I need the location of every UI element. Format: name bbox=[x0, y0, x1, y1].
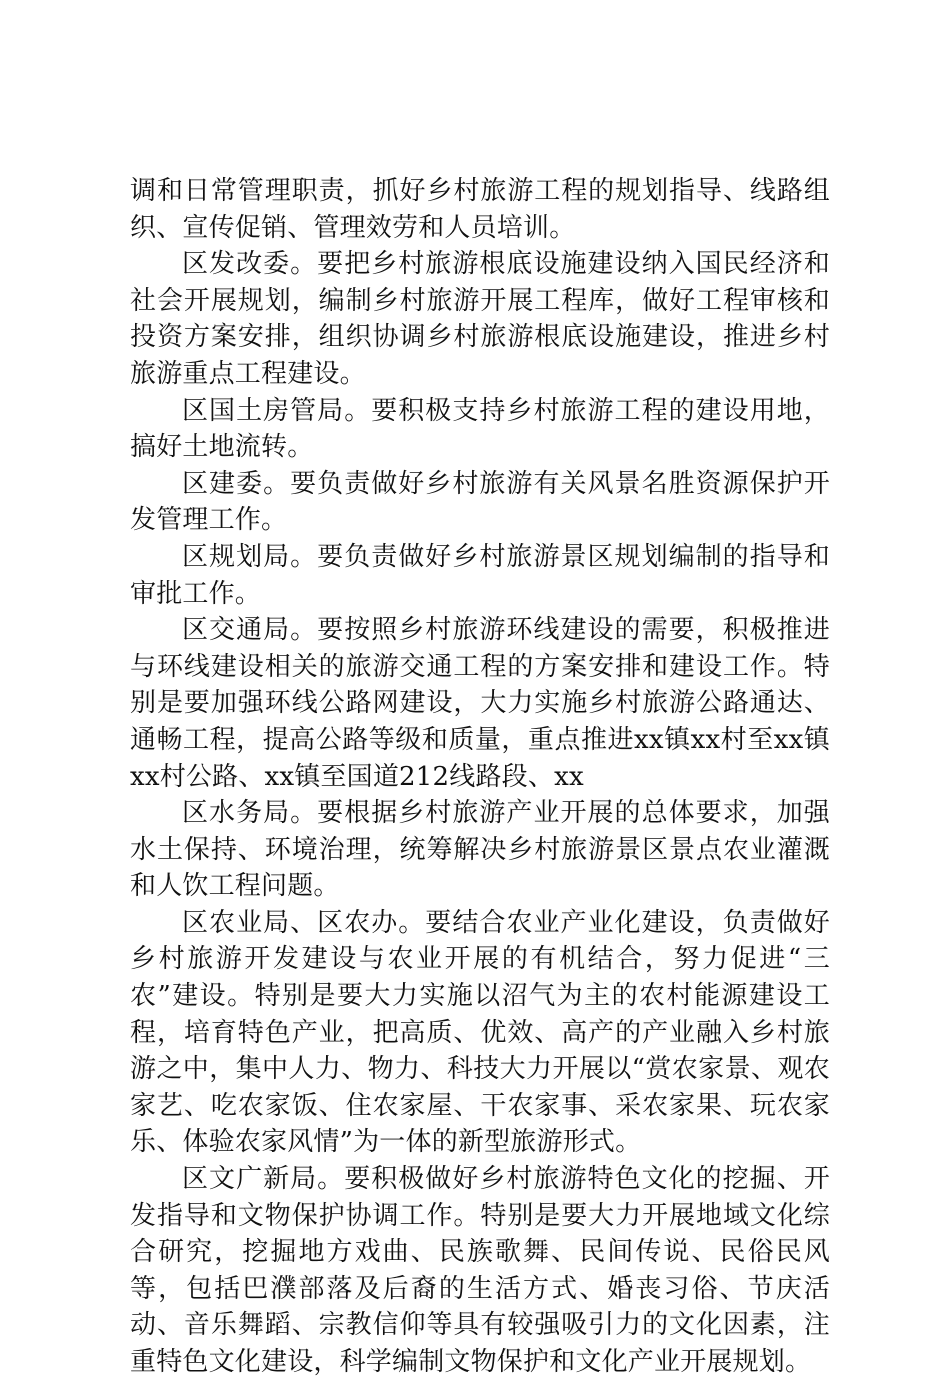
paragraph-agriculture-bureau: 区农业局、区农办。要结合农业产业化建设，负责做好乡村旅游开发建设与农业开展的有机结合，努力促进“三农”建设。特别是要大力实施以沼气为主的农村能源建设工程，培育特色产业，把高质、优效、高产的产业融入乡村旅游之中，集中人力、物力、科技大力开展以“赏农家景、观农家艺、吃农家饭、住农家屋、干农家事、采农家果、玩农家乐、体验农家风情”为一体的新型旅游形式。 bbox=[130, 907, 830, 1158]
paragraph-construction-commission: 区建委。要负责做好乡村旅游有关风景名胜资源保护开发管理工作。 bbox=[130, 468, 830, 536]
paragraph-transport-bureau: 区交通局。要按照乡村旅游环线建设的需要，积极推进与环线建设相关的旅游交通工程的方案安排和建设工作。特别是要加强环线公路网建设，大力实施乡村旅游公路通达、通畅工程，提高公路等级和质量，重点推进xx镇xx村至xx镇xx村公路、xx镇至国道212线路段、xx bbox=[130, 615, 830, 792]
paragraph-land-housing-bureau: 区国土房管局。要积极支持乡村旅游工程的建设用地，搞好土地流转。 bbox=[130, 395, 830, 463]
document-body bbox=[130, 173, 830, 1381]
paragraph-development-reform-commission: 区发改委。要把乡村旅游根底设施建设纳入国民经济和社会开展规划，编制乡村旅游开展工程库，做好工程审核和投资方案安排，组织协调乡村旅游根底设施建设，推进乡村旅游重点工程建设。 bbox=[130, 249, 830, 389]
paragraph-culture-bureau: 区文广新局。要积极做好乡村旅游特色文化的挖掘、开发指导和文物保护协调工作。特别是要大力开展地域文化综合研究，挖掘地方戏曲、民族歌舞、民间传说、民俗民风等，包括巴濮部落及后裔的生活方式、婚丧习俗、节庆活动、音乐舞蹈、宗教信仰等具有较强吸引力的文化因素，注重特色文化建设，科学编制文物保护和文化产业开展规划。 bbox=[130, 1164, 830, 1377]
paragraph-continuation: 调和日常管理职责，抓好乡村旅游工程的规划指导、线路组织、宣传促销、管理效劳和人员培训。 bbox=[130, 176, 830, 243]
paragraph-planning-bureau: 区规划局。要负责做好乡村旅游景区规划编制的指导和审批工作。 bbox=[130, 541, 830, 609]
paragraph-water-affairs-bureau: 区水务局。要根据乡村旅游产业开展的总体要求，加强水土保持、环境治理，统筹解决乡村旅游景区景点农业灌溉和人饮工程问题。 bbox=[130, 798, 830, 902]
